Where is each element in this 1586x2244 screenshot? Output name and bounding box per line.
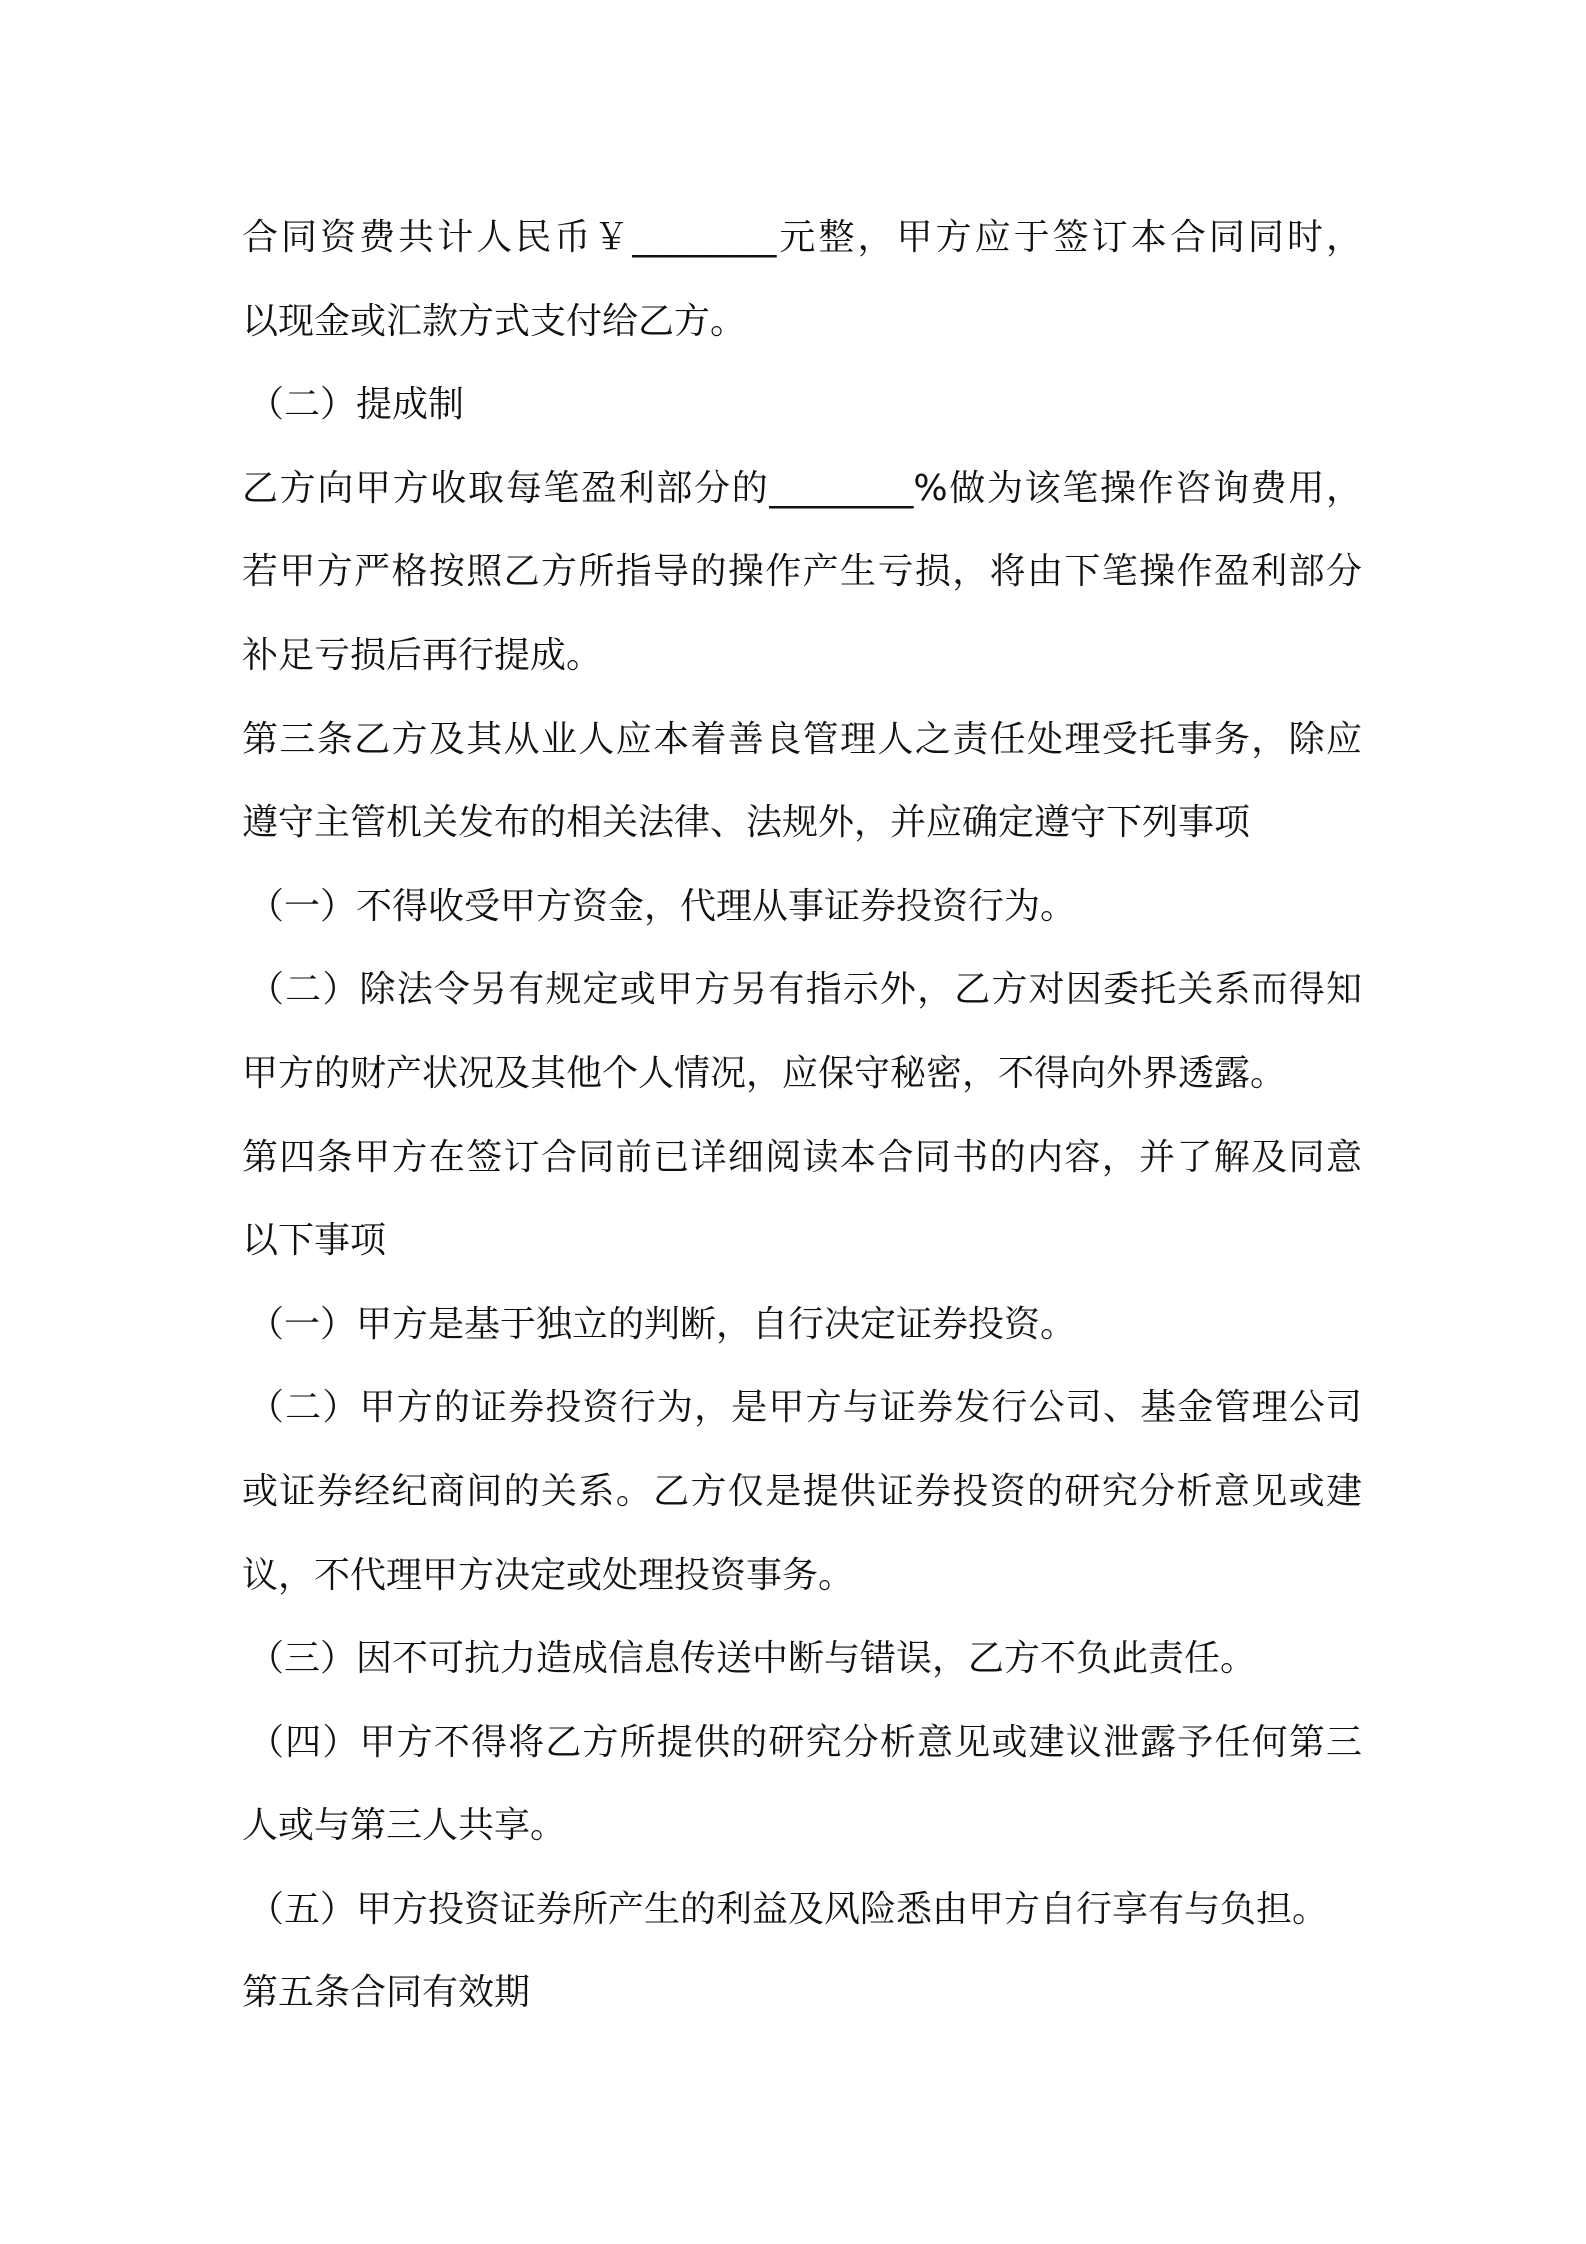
- paragraph-line: 人或与第三人共享。: [242, 1805, 567, 1847]
- document-body: [242, 196, 1362, 2035]
- article-four-line: 第四条甲方在签订合同前已详细阅读本合同书的内容，并了解及同意: [242, 1136, 1362, 1178]
- paragraph-line: 若甲方严格按照乙方所指导的操作产生亏损，将由下笔操作盈利部分: [242, 551, 1362, 593]
- paragraph-line: 议，不代理甲方决定或处理投资事务。: [242, 1554, 855, 1596]
- list-item: （四）甲方不得将乙方所提供的研究分析意见或建议泄露予任何第三: [248, 1721, 1362, 1763]
- paragraph-line: 以下事项: [242, 1220, 387, 1262]
- article-three-line: 第三条乙方及其从业人应本着善良管理人之责任处理受托事务，除应: [242, 718, 1362, 760]
- list-item: （三）因不可抗力造成信息传送中断与错误，乙方不负此责任。: [248, 1638, 1257, 1680]
- section-heading: （二）提成制: [248, 384, 465, 426]
- list-item: （一）不得收受甲方资金，代理从事证券投资行为。: [248, 885, 1077, 927]
- paragraph-line: 遵守主管机关发布的相关法律、法规外，并应确定遵守下列事项: [242, 802, 1251, 844]
- paragraph-line: 乙方向甲方收取每笔盈利部分的________%做为该笔操作咨询费用，: [242, 467, 1362, 509]
- paragraph-line: 补足亏损后再行提成。: [242, 634, 603, 676]
- list-item: （二）除法令另有规定或甲方另有指示外，乙方对因委托关系而得知: [248, 969, 1362, 1011]
- paragraph-line: 以现金或汇款方式支付给乙方。: [242, 300, 747, 342]
- paragraph-line: 甲方的财产状况及其他个人情况，应保守秘密，不得向外界透露。: [242, 1052, 1287, 1094]
- article-five-heading: 第五条合同有效期: [242, 1972, 531, 2014]
- list-item: （五）甲方投资证券所产生的利益及风险悉由甲方自行享有与负担。: [248, 1888, 1329, 1930]
- list-item: （二）甲方的证券投资行为，是甲方与证券发行公司、基金管理公司: [248, 1387, 1362, 1429]
- paragraph-line: 合同资费共计人民币￥________元整，甲方应于签订本合同同时，: [242, 217, 1362, 258]
- paragraph-line: 或证券经纪商间的关系。乙方仅是提供证券投资的研究分析意见或建: [242, 1470, 1362, 1512]
- list-item: （一）甲方是基于独立的判断，自行决定证券投资。: [248, 1303, 1077, 1345]
